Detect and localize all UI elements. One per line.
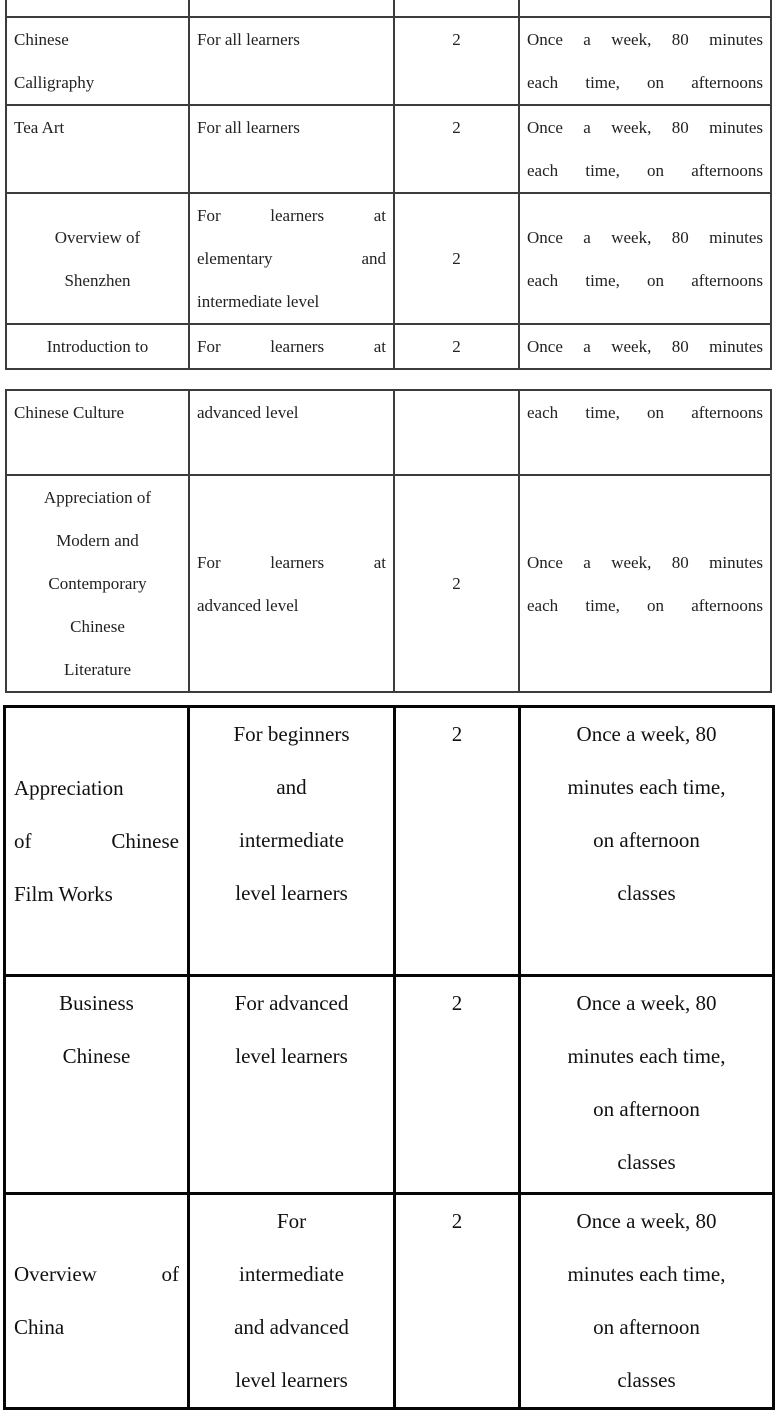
- hours-cell: [394, 105, 519, 193]
- text-line: Literature: [63, 660, 131, 679]
- schedule-cell: [519, 17, 771, 105]
- text-line: 2: [452, 249, 461, 268]
- text-line: Appreciation: [14, 775, 124, 800]
- text-line: For learners at: [197, 206, 386, 225]
- course-name-cell: [6, 475, 189, 692]
- text-line: each time, on afternoons: [527, 161, 763, 180]
- schedule-cell: [519, 390, 771, 475]
- text-line: Once a week, 80 minutes: [527, 337, 763, 356]
- course-name-cell: [5, 707, 189, 976]
- course-row: [5, 707, 774, 976]
- text-line: advanced level: [197, 403, 299, 422]
- schedule-cell: [520, 707, 774, 976]
- text-line: Calligraphy: [14, 73, 95, 92]
- text-line: Chinese: [14, 30, 69, 49]
- text-line: Chinese Culture: [14, 403, 125, 422]
- text-line: For: [276, 1209, 307, 1233]
- text-line: and: [276, 775, 307, 799]
- text-line: classes: [617, 881, 676, 905]
- text-line: Tea Art: [14, 118, 65, 137]
- course-name-cell: [6, 17, 189, 105]
- hours-cell: [395, 1194, 520, 1409]
- text-line: minutes each time,: [567, 1044, 726, 1068]
- text-line: Once a week, 80: [576, 991, 717, 1015]
- hours-cell: [394, 193, 519, 324]
- course-row: [6, 193, 771, 324]
- text-line: Modern and: [56, 531, 139, 550]
- course-row: [6, 475, 771, 692]
- text-line: each time, on afternoons: [527, 595, 763, 615]
- courses-table-1: [5, 0, 772, 370]
- course-row: [6, 17, 771, 105]
- text-line: For all learners: [197, 118, 300, 137]
- text-line: Shenzhen: [64, 270, 131, 290]
- text-line: each time, on afternoons: [527, 73, 763, 92]
- audience-cell: [189, 390, 394, 475]
- course-name-cell: [6, 324, 189, 369]
- text-line: intermediate: [239, 1262, 344, 1286]
- text-line: Once a week, 80 minutes: [527, 30, 763, 49]
- hours-cell: [394, 390, 519, 475]
- text-line: Once a week, 80 minutes: [527, 118, 763, 137]
- audience-cell: [189, 17, 394, 105]
- text-line: intermediate level: [197, 292, 320, 311]
- audience-cell: [189, 1194, 395, 1409]
- schedule-cell: [520, 1194, 774, 1409]
- audience-cell: [189, 105, 394, 193]
- text-line: level learners: [235, 1044, 348, 1068]
- text-line: 2: [451, 991, 463, 1015]
- audience-cell: [189, 0, 394, 17]
- text-line: of Chinese: [14, 828, 179, 853]
- course-name-cell: [5, 1194, 189, 1409]
- course-row: [5, 976, 774, 1194]
- schedule-cell: [519, 324, 771, 369]
- hours-cell: [395, 707, 520, 976]
- text-line: level learners: [235, 1368, 348, 1392]
- text-line: 2: [452, 337, 461, 356]
- course-row: [6, 105, 771, 193]
- audience-cell: [189, 707, 395, 976]
- audience-cell: [189, 976, 395, 1194]
- text-line: For learners at: [197, 552, 386, 572]
- text-line: Once a week, 80 minutes: [527, 227, 763, 247]
- text-line: For advanced: [234, 991, 349, 1015]
- course-name-cell: [6, 390, 189, 475]
- text-line: For learners at: [197, 337, 386, 356]
- course-name-cell: [5, 976, 189, 1194]
- text-line: Overview of: [54, 227, 141, 247]
- text-line: Appreciation of: [43, 488, 152, 507]
- hours-cell: [394, 17, 519, 105]
- text-line: Film Works: [14, 881, 113, 906]
- text-line: 2: [452, 30, 461, 49]
- schedule-cell: [519, 475, 771, 692]
- text-line: Once a week, 80 minutes: [527, 552, 763, 572]
- course-name-cell: [6, 193, 189, 324]
- course-name-cell: [6, 0, 189, 17]
- schedule-cell: [520, 976, 774, 1194]
- schedule-cell: [519, 0, 771, 17]
- text-line: For beginners: [233, 722, 350, 746]
- text-line: on afternoon: [593, 1097, 700, 1121]
- schedule-cell: [519, 105, 771, 193]
- text-line: Once a week, 80: [576, 1209, 717, 1233]
- text-line: minutes each time,: [567, 1262, 726, 1286]
- hours-cell: [394, 475, 519, 692]
- text-line: each time, on afternoons: [527, 403, 763, 422]
- hours-cell: [394, 0, 519, 17]
- text-line: Once a week, 80: [576, 722, 717, 746]
- text-line: on afternoon: [593, 1315, 700, 1339]
- course-row: [6, 390, 771, 475]
- text-line: Chinese: [70, 617, 125, 636]
- text-line: minutes each time,: [567, 775, 726, 799]
- course-row: [6, 324, 771, 369]
- hours-cell: [394, 324, 519, 369]
- schedule-cell: [519, 193, 771, 324]
- text-line: Contemporary: [48, 574, 147, 593]
- text-line: Business: [59, 991, 134, 1015]
- text-line: elementary and: [197, 249, 386, 268]
- audience-cell: [189, 324, 394, 369]
- course-row: [5, 1194, 774, 1409]
- text-line: and advanced: [234, 1315, 349, 1339]
- text-line: Chinese: [62, 1044, 131, 1068]
- text-line: classes: [617, 1368, 676, 1392]
- audience-cell: [189, 475, 394, 692]
- text-line: each time, on afternoons: [527, 270, 763, 290]
- text-line: on afternoon: [593, 828, 700, 852]
- audience-cell: [189, 193, 394, 324]
- text-line: 2: [452, 574, 461, 593]
- cropped-row-stub: [6, 0, 771, 17]
- text-line: China: [14, 1315, 65, 1339]
- text-line: Overview of: [14, 1262, 179, 1286]
- text-line: 2: [451, 722, 463, 746]
- text-line: For all learners: [197, 30, 300, 49]
- text-line: level learners: [235, 881, 348, 905]
- text-line: classes: [617, 1150, 676, 1174]
- text-line: Introduction to: [46, 337, 149, 356]
- course-name-cell: [6, 105, 189, 193]
- courses-table-2: [5, 389, 772, 693]
- text-line: 2: [452, 118, 461, 137]
- text-line: intermediate: [239, 828, 344, 852]
- text-line: 2: [451, 1209, 463, 1233]
- hours-cell: [395, 976, 520, 1194]
- text-line: advanced level: [197, 595, 299, 615]
- courses-table-3: [3, 705, 775, 1410]
